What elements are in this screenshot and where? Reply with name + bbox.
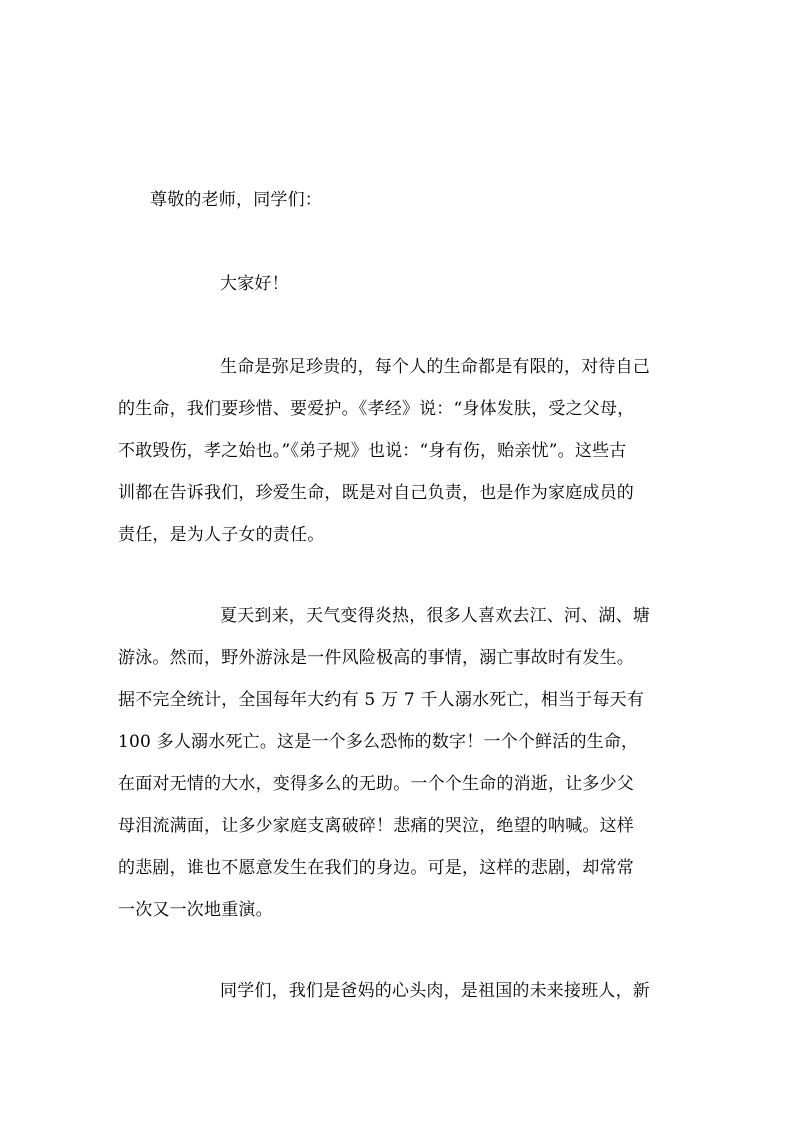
paragraph-line: 夏天到来，天气变得炎热，很多人喜欢去江、河、湖、塘 xyxy=(220,606,650,626)
paragraph-line: 在面对无情的大水，变得多么的无助。一个个生命的消逝，让多少父 xyxy=(118,774,634,794)
paragraph-line: 责任，是为人子女的责任。 xyxy=(118,525,325,545)
paragraph-line: 游泳。然而，野外游泳是一件风险极高的事情，溺亡事故时有发生。 xyxy=(118,648,634,668)
paragraph-line: 同学们，我们是爸妈的心头肉，是祖国的未来接班人，新 xyxy=(220,981,650,1001)
paragraph-line: 母泪流满面，让多少家庭支离破碎！悲痛的哭泣，绝望的呐喊。这样 xyxy=(118,816,634,836)
paragraph-line: 100 多人溺水死亡。这是一个多么恐怖的数字！一个个鲜活的生命， xyxy=(118,732,639,752)
paragraph-line: 的生命，我们要珍惜、要爱护。《孝经》说：“身体发肤，受之父母， xyxy=(118,399,635,419)
greeting: 大家好！ xyxy=(220,274,289,294)
paragraph-line: 据不完全统计，全国每年大约有 5 万 7 千人溺水死亡，相当于每天有 xyxy=(118,690,645,710)
paragraph-line: 生命是弥足珍贵的，每个人的生命都是有限的，对待自己 xyxy=(220,357,650,377)
paragraph-line: 的悲剧，谁也不愿意发生在我们的身边。可是，这样的悲剧，却常常 xyxy=(118,858,634,878)
salutation: 尊敬的老师，同学们： xyxy=(150,190,322,210)
paragraph-line: 一次又一次地重演。 xyxy=(118,900,273,920)
paragraph-line: 不敢毁伤，孝之始也。”《弟子规》也说：“身有伤，贻亲忧”。这些古 xyxy=(118,441,627,461)
paragraph-line: 训都在告诉我们，珍爱生命，既是对自己负责，也是作为家庭成员的 xyxy=(118,483,634,503)
